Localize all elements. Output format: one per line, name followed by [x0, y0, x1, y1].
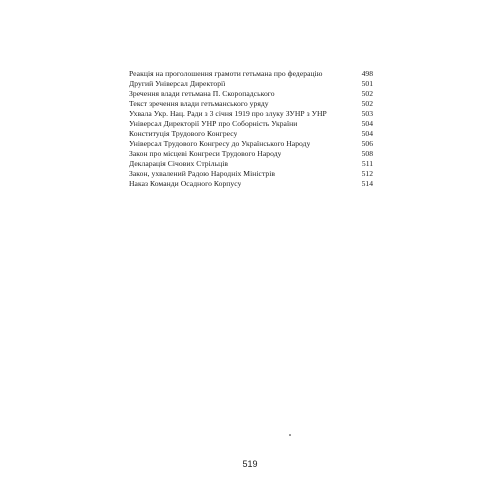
toc-entry [129, 89, 373, 99]
toc-entry-title: Універсал Трудового Конгресу до Українського Народу [129, 139, 311, 148]
toc-entry-page: 511 [361, 159, 373, 168]
toc-entry [129, 119, 373, 129]
toc-entry-title: Конституція Трудового Конгресу [129, 129, 238, 138]
toc-entry-page: 498 [361, 69, 373, 78]
toc-entry-title: Ухвала Укр. Нац. Ради з 3 січня 1919 про злуку ЗУНР з УНР [129, 109, 327, 118]
toc-entry-title: Універсал Директорії УНР про Соборність України [129, 119, 298, 128]
toc-entry [129, 79, 373, 89]
print-speck [289, 434, 291, 436]
toc-entry [129, 169, 373, 179]
toc-entry [129, 99, 373, 109]
toc-entry-page: 514 [361, 179, 373, 188]
toc-entry-title: Наказ Команди Осадного Корпусу [129, 179, 242, 188]
toc-entry-page: 502 [361, 89, 373, 98]
toc-entry-title: Реакція на проголошення грамоти гетьмана про федерацію [129, 69, 323, 78]
toc-entry-page: 501 [361, 79, 373, 88]
toc-entry [129, 139, 373, 149]
toc-entry [129, 109, 373, 119]
toc-entry-title: Закон про місцеві Конгреси Трудового Народу [129, 149, 282, 158]
toc-entry-page: 503 [361, 109, 373, 118]
toc-entry-page: 512 [361, 169, 373, 178]
toc-entry-page: 506 [361, 139, 373, 148]
toc-entry [129, 69, 373, 79]
toc-entry-title: Текст зречення влади гетьманського уряду [129, 99, 269, 108]
toc-entry-title: Другий Універсал Директорії [129, 79, 226, 88]
toc-entry-page: 504 [361, 129, 373, 138]
toc-entry [129, 159, 373, 169]
toc-entry [129, 179, 373, 189]
table-of-contents [129, 69, 373, 189]
toc-entry-title: Зречення влади гетьмана П. Скоропадського [129, 89, 275, 98]
toc-entry [129, 129, 373, 139]
page-number: 519 [242, 459, 258, 469]
toc-entry-page: 508 [361, 149, 373, 158]
toc-entry-title: Закон, ухвалений Радою Народніх Міністрів [129, 169, 276, 178]
toc-entry-page: 504 [361, 119, 373, 128]
toc-entry-title: Декларація Січових Стрільців [129, 159, 229, 168]
toc-entry-page: 502 [361, 99, 373, 108]
toc-entry [129, 149, 373, 159]
